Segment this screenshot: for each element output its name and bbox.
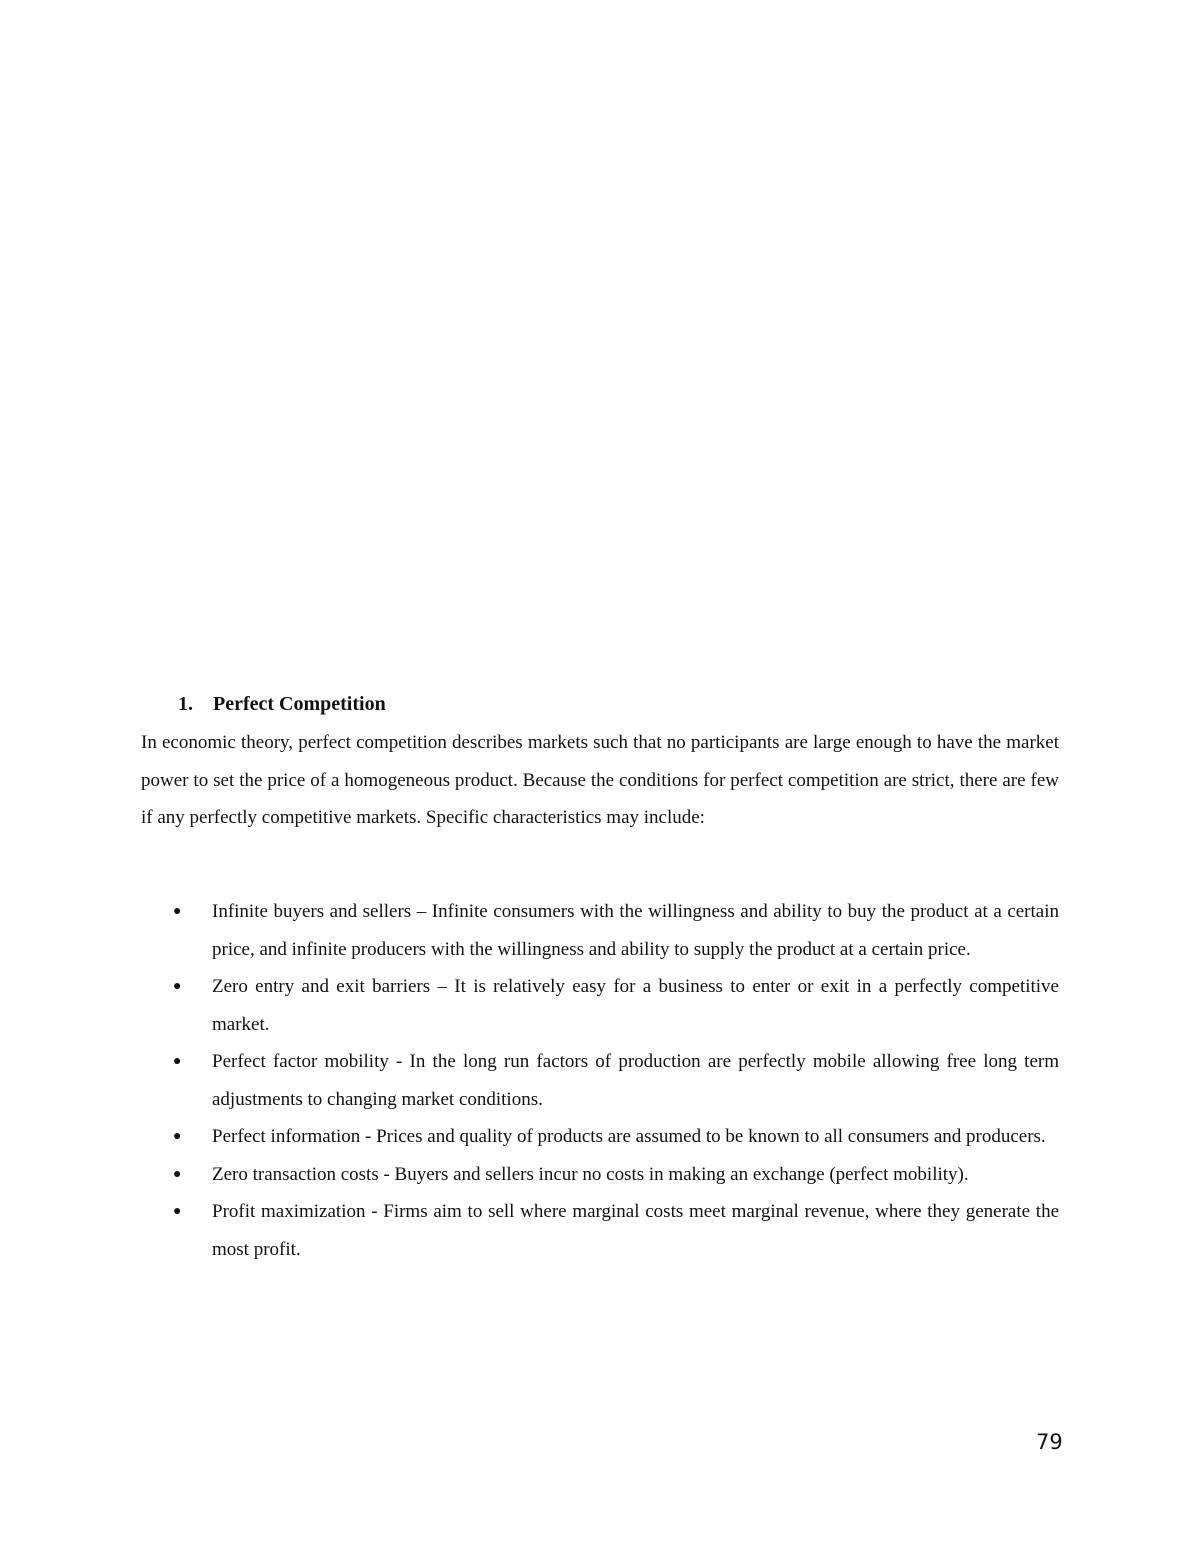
section-number: 1. [178,693,193,715]
bullet-icon: ● [173,1166,182,1182]
section-heading [178,690,386,718]
list-item [141,893,1059,968]
list-item [141,1193,1059,1268]
bullet-icon: ● [173,1129,182,1144]
page-number: 79 [1036,1430,1063,1454]
list-item [141,1043,1059,1118]
list-item [141,968,1059,1043]
characteristics-list [141,893,1059,1268]
bullet-icon: ● [173,1054,182,1069]
intro-paragraph: In economic theory, perfect competition describes markets such that no participants are large enough to have the market power to set the price of a homogeneous product. Because the conditions for perfect competition are strict, there are few if any perfectly competitive markets. Specific characteristics may include: [141,732,1059,828]
section-title: Perfect Competition [213,693,386,715]
list-item-text: Zero transaction costs - Buyers and sellers incur no costs in making an exchange (perfect mobility). [212,1163,969,1185]
list-item-text: Zero entry and exit barriers – It is relatively easy for a business to enter or exit in a perfectly competitive market. [212,976,1059,1035]
bullet-icon: ● [173,904,182,919]
list-item-text: Perfect factor mobility - In the long run factors of production are perfectly mobile allowing free long term adjustments to changing market conditions. [212,1051,1059,1110]
list-item [141,1118,1059,1156]
list-item-text: Profit maximization - Firms aim to sell where marginal costs meet marginal revenue, where they generate the most profit. [212,1201,1059,1260]
bullet-icon: ● [173,979,182,994]
bullet-icon: ● [173,1204,182,1219]
list-item [141,1156,1059,1194]
list-item-text: Infinite buyers and sellers – Infinite consumers with the willingness and ability to buy the product at a certain price, and infinite producers with the willingness and ability to supply the product at a certain price. [212,901,1059,960]
list-item-text: Perfect information - Prices and quality of products are assumed to be known to all consumers and producers. [212,1126,1046,1147]
